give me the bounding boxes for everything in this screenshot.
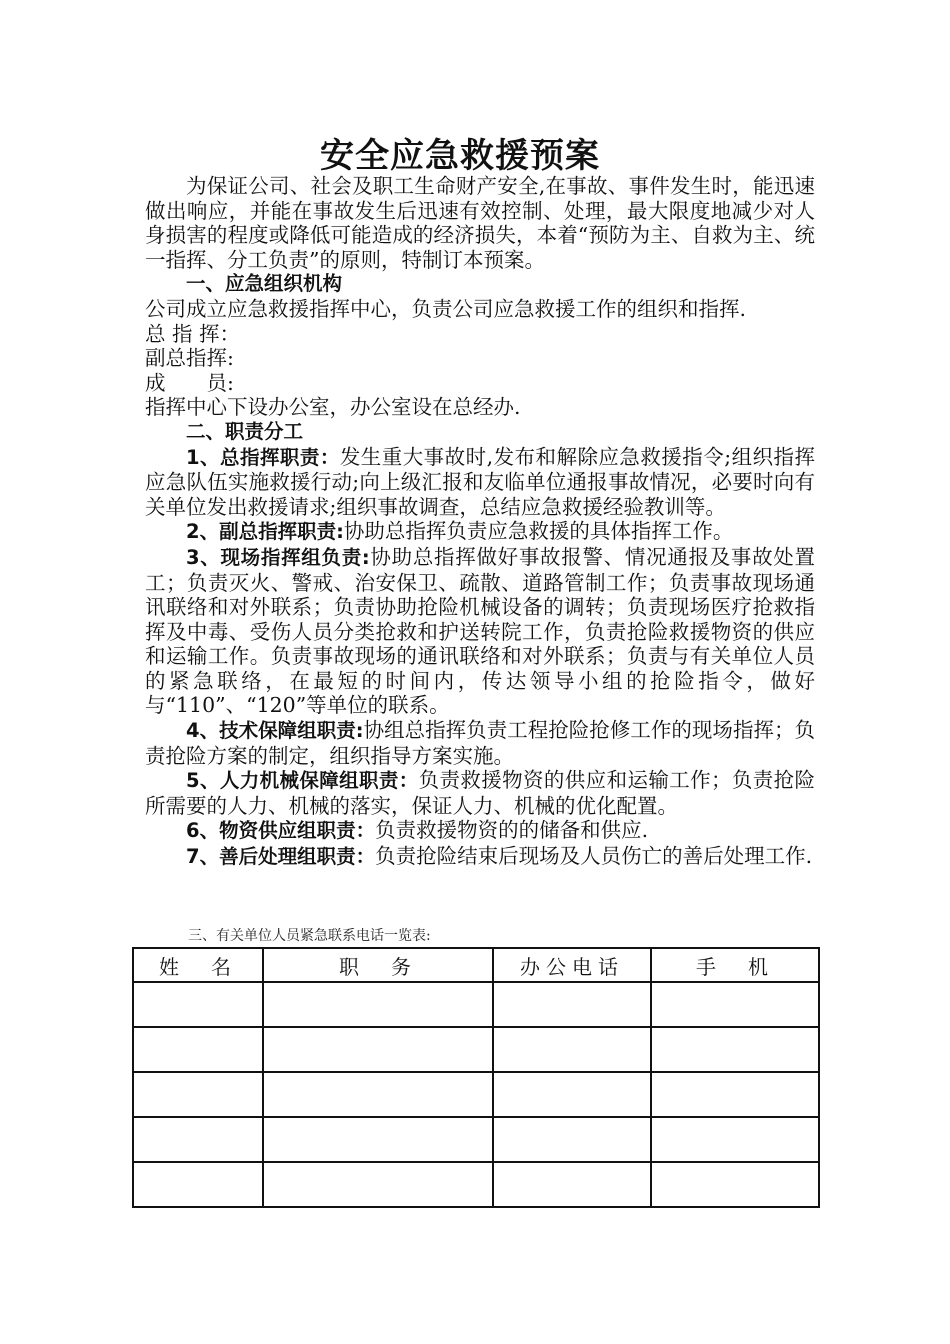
table-cell[interactable] xyxy=(133,982,263,1027)
table-cell[interactable] xyxy=(651,1027,819,1072)
table-row xyxy=(133,1072,819,1117)
table-row xyxy=(133,1027,819,1072)
section1-heading: 一、应急组织机构 xyxy=(186,272,343,296)
duty-label: 6、物资供应组职责： xyxy=(186,819,376,843)
office-line: 指挥中心下设办公室，办公室设在总经办. xyxy=(145,395,521,420)
commander-line: 总 指 挥： xyxy=(145,321,241,346)
duty-item xyxy=(145,519,815,545)
duty-item xyxy=(145,545,815,718)
page-title: 安全应急救援预案 xyxy=(320,136,600,176)
table-cell[interactable] xyxy=(493,1027,651,1072)
duty-text: 负责救援物资的的储备和供应. xyxy=(375,818,649,843)
duty-text: 负责救援物资的供应和运输工作；负责抢险所需要的人力、机械的落实，保证人力、机械的优化配置。 xyxy=(145,768,815,818)
table-cell[interactable] xyxy=(493,1117,651,1162)
table-cell[interactable] xyxy=(493,1072,651,1117)
table-cell[interactable] xyxy=(263,1072,493,1117)
duty-item xyxy=(145,718,815,768)
table-cell[interactable] xyxy=(493,1162,651,1207)
table-row xyxy=(133,982,819,1027)
table-row xyxy=(133,1117,819,1162)
deputy-line: 副总指挥: xyxy=(145,346,234,371)
table-cell[interactable] xyxy=(651,1117,819,1162)
table-cell[interactable] xyxy=(651,982,819,1027)
table-cell[interactable] xyxy=(133,1117,263,1162)
table-caption: 三、有关单位人员紧急联系电话一览表: xyxy=(188,928,431,944)
header-position: 职 务 xyxy=(263,948,493,982)
table-header-row xyxy=(133,948,819,982)
duty-item xyxy=(145,844,815,870)
intro-paragraph: 为保证公司、社会及职工生命财产安全,在事故、事件发生时，能迅速做出响应，并能在事故发生后迅速有效控制、处理，最大限度地减少对人身损害的程度或降低可能造成的经济损失，本着“预防为主、自救为主、统一指挥、分工负责”的原则，特制订本预案。 xyxy=(145,174,815,272)
table-cell[interactable] xyxy=(263,1162,493,1207)
table-cell[interactable] xyxy=(651,1162,819,1207)
section2-heading: 二、职责分工 xyxy=(186,419,304,443)
document-body xyxy=(145,174,815,870)
duty-label: 2、副总指挥职责: xyxy=(186,520,344,544)
members-line: 成 员: xyxy=(145,370,234,395)
duty-text: 协助总指挥负责应急救援的具体指挥工作。 xyxy=(343,519,734,544)
header-name: 姓 名 xyxy=(133,948,263,982)
table-cell[interactable] xyxy=(133,1027,263,1072)
duty-text: 发生重大事故时,发布和解除应急救援指令;组织指挥应急队伍实施救援行动;向上级汇报和友临单位通报事故情况，必要时向有关单位发出救援请求;组织事故调查，总结应急救援经验教训等。 xyxy=(145,444,815,519)
table-row xyxy=(133,1162,819,1207)
duty-label: 1、总指挥职责： xyxy=(186,445,340,469)
header-mobile: 手 机 xyxy=(651,948,819,982)
section1-line: 公司成立应急救援指挥中心，负责公司应急救援工作的组织和指挥. xyxy=(145,296,747,321)
table-cell[interactable] xyxy=(263,1117,493,1162)
contacts-table xyxy=(132,947,820,1208)
duty-text: 负责抢险结束后现场及人员伤亡的善后处理工作. xyxy=(375,844,813,869)
table-cell[interactable] xyxy=(133,1072,263,1117)
duty-item xyxy=(145,768,815,818)
duty-item xyxy=(145,445,815,520)
table-cell[interactable] xyxy=(651,1072,819,1117)
table-cell[interactable] xyxy=(133,1162,263,1207)
duty-label: 5、人力机械保障组职责： xyxy=(186,769,419,793)
table-cell[interactable] xyxy=(493,982,651,1027)
duty-label: 3、现场指挥组负责: xyxy=(186,545,370,569)
duty-label: 7、善后处理组职责： xyxy=(186,845,376,869)
duty-text: 协助总指挥做好事故报警、情况通报及事故处置工；负责灭火、警戒、治安保卫、疏散、道路管制工作；负责事故现场通讯联络和对外联系；负责协助抢险机械设备的调转；负责现场医疗抢救指挥及中毒、受伤人员分类抢救和护送转院工作，负责抢险救援物资的供应和运输工作。负责事故现场的通讯联络和对外联系；负责与有关单位人员的紧急联络，在最短的时间内，传达领导小组的抢险指令，做好与“110”、“120”等单位的联系。 xyxy=(145,544,816,718)
duty-text: 协组总指挥负责工程抢险抢修工作的现场指挥；负责抢险方案的制定，组织指导方案实施。 xyxy=(145,718,816,768)
table-cell[interactable] xyxy=(263,1027,493,1072)
table-cell[interactable] xyxy=(263,982,493,1027)
duty-label: 4、技术保障组职责: xyxy=(186,719,364,743)
duty-item xyxy=(145,818,815,844)
header-office-phone: 办公电话 xyxy=(493,948,651,982)
